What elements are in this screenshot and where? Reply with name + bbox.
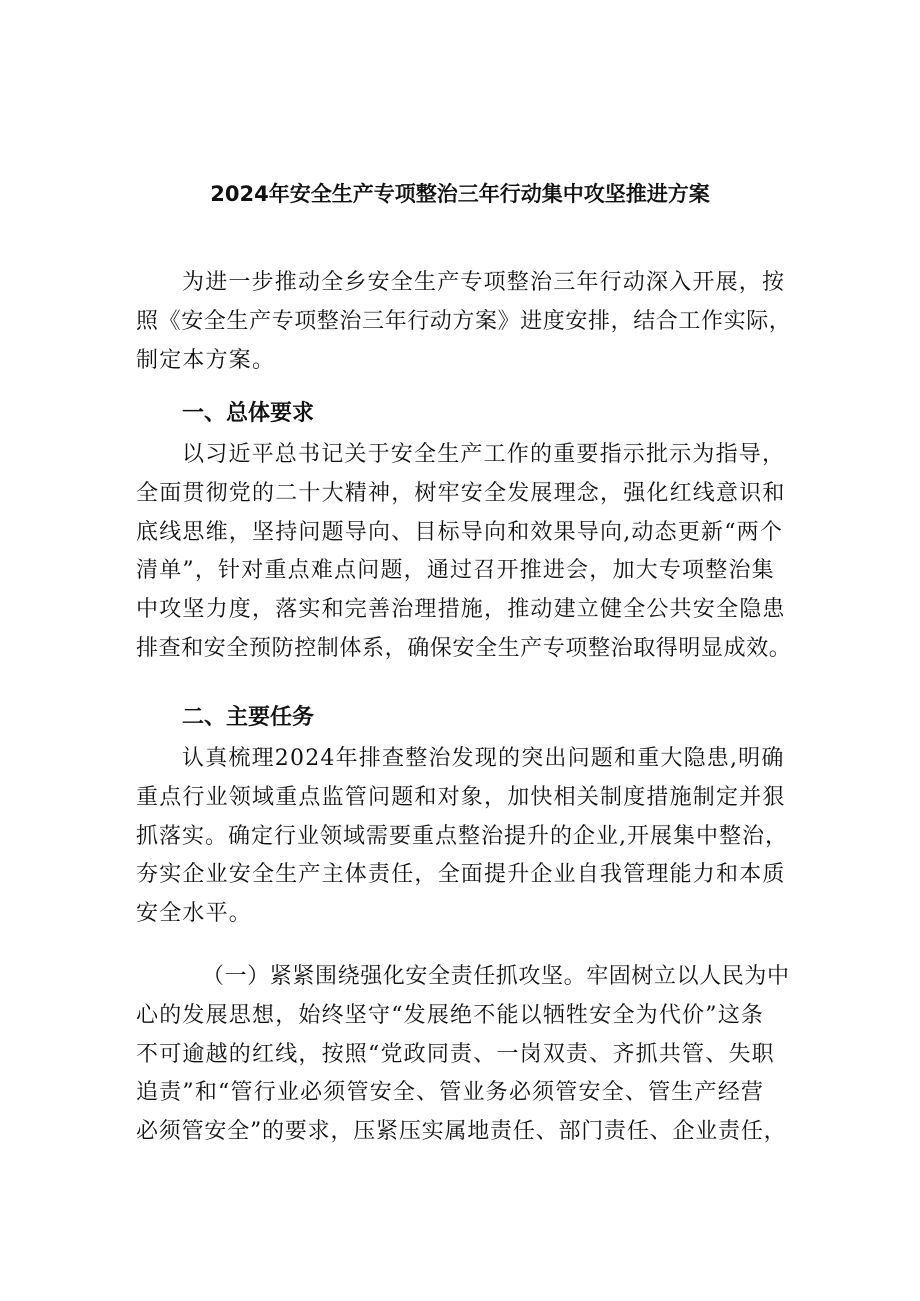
paragraph-line: 夯实企业安全生产主体责任，全面提升企业自我管理能力和本质 [136, 862, 786, 888]
paragraph-line: 重点行业领域重点监管问题和对象，加快相关制度措施制定并狠 [136, 784, 786, 810]
paragraph-line: 底线思维，坚持问题导向、目标导向和效果导向,动态更新“两个 [136, 519, 784, 545]
general-requirements-paragraph [136, 436, 791, 669]
paragraph-line: 中攻坚力度，落实和完善治理措施，推动建立健全公共安全隐患 [136, 597, 786, 623]
main-tasks-paragraph [136, 740, 791, 934]
paragraph-line: （一）紧紧围绕强化安全责任抓攻坚。牢固树立以人民为中 [202, 964, 790, 989]
paragraph-line: 清单”，针对重点难点问题，通过召开推进会，加大专项整治集 [136, 558, 775, 584]
intro-paragraph [136, 264, 791, 380]
paragraph-line: 心的发展思想，始终坚守“发展绝不能以牺牲安全为代价”这条 [136, 1002, 765, 1028]
paragraph-line: 为进一步推动全乡安全生产专项整治三年行动深入开展，按 [182, 270, 786, 295]
subsection-responsibility-paragraph [136, 958, 791, 1152]
paragraph-line: 排查和安全预防控制体系，确保安全生产专项整治取得明显成效。 [136, 635, 792, 661]
paragraph-line: 不可逾越的红线，按照“党政同责、一岗双责、齐抓共管、失职 [136, 1041, 775, 1067]
section-heading-main-tasks: 二、主要任务 [182, 705, 315, 730]
paragraph-line: 抓落实。确定行业领域需要重点整治提升的企业,开展集中整治， [136, 823, 788, 849]
section-heading-general-requirements: 一、总体要求 [182, 401, 315, 426]
paragraph-line: 全面贯彻党的二十大精神，树牢安全发展理念，强化红线意识和 [136, 480, 786, 506]
paragraph-line: 必须管安全”的要求，压紧压实属地责任、部门责任、企业责任， [136, 1119, 787, 1145]
paragraph-line: 认真梳理2024年排查整治发现的突出问题和重大隐患,明确 [182, 746, 785, 771]
paragraph-line: 以习近平总书记关于安全生产工作的重要指示批示为指导， [182, 442, 786, 467]
document-title: 2024年安全生产专项整治三年行动集中攻坚推进方案 [210, 182, 710, 206]
paragraph-line: 追责”和“管行业必须管安全、管业务必须管安全、管生产经营 [136, 1080, 765, 1106]
paragraph-line: 制定本方案。 [136, 347, 276, 373]
paragraph-line: 照《安全生产专项整治三年行动方案》进度安排，结合工作实际， [136, 308, 792, 334]
paragraph-line: 安全水平。 [136, 901, 253, 927]
